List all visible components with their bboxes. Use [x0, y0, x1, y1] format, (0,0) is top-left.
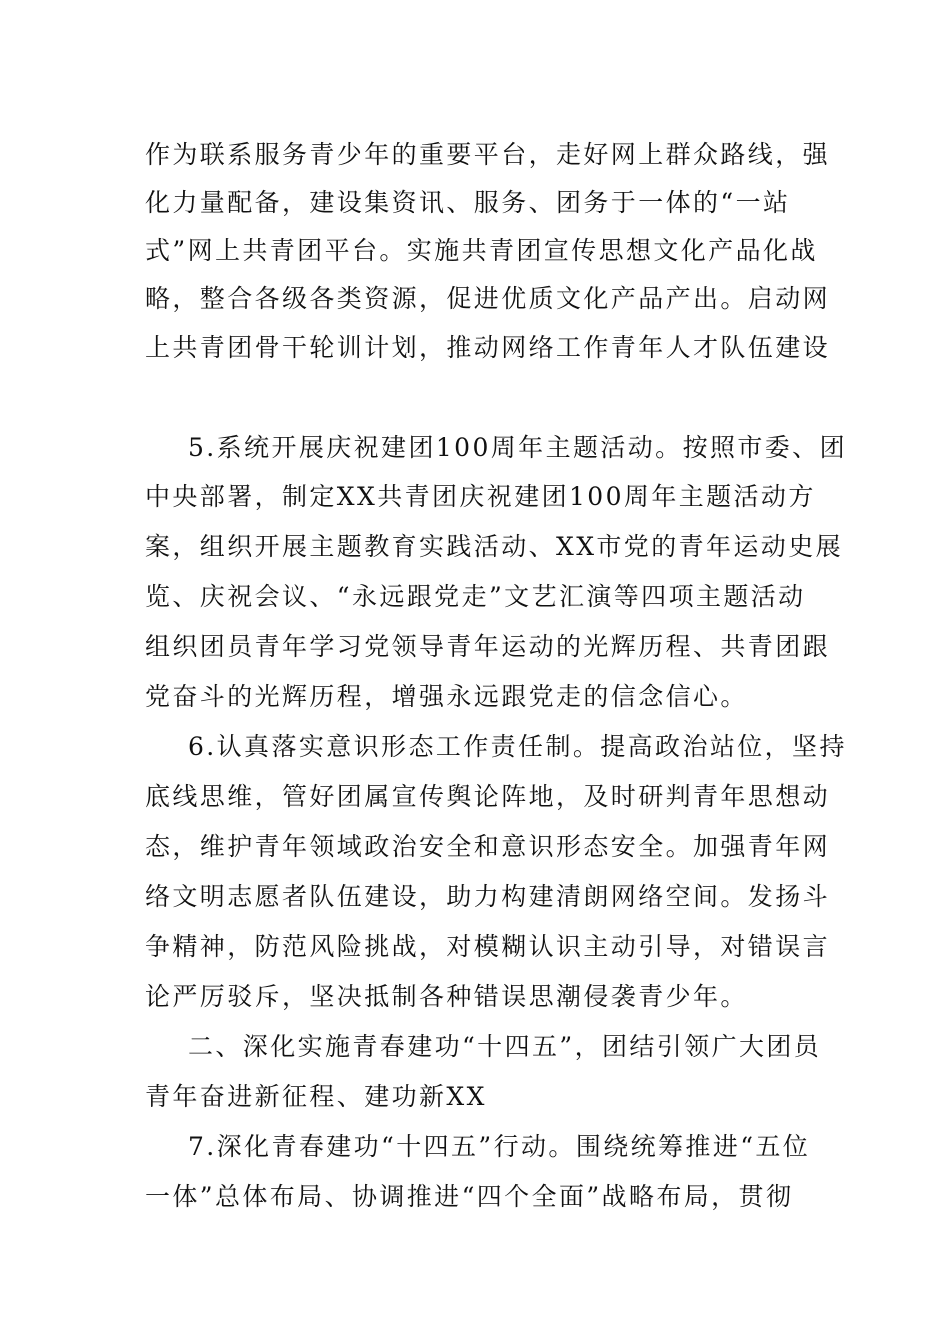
paragraph-5-line-1: 5.系统开展庆祝建团100周年主题活动。按照市委、团: [188, 433, 847, 462]
paragraph-6-line-4: 络文明志愿者队伍建设，助力构建清朗网络空间。发扬斗: [145, 882, 831, 911]
paragraph-4-line-5: 上共青团骨干轮训计划，推动网络工作青年人才队伍建设: [145, 333, 831, 362]
paragraph-6-line-3: 态，维护青年领域政治安全和意识形态安全。加强青年网: [145, 832, 831, 861]
paragraph-4-line-4: 略，整合各级各类资源，促进优质文化产品产出。启动网: [145, 284, 831, 313]
paragraph-5-line-3: 案，组织开展主题教育实践活动、XX市党的青年运动史展: [145, 532, 843, 561]
paragraph-6-line-5: 争精神，防范风险挑战，对模糊认识主动引导，对错误言: [145, 932, 831, 961]
paragraph-4-line-1: 作为联系服务青少年的重要平台，走好网上群众路线，强: [145, 140, 831, 169]
paragraph-7-line-1: 7.深化青春建功“十四五”行动。围绕统筹推进“五位: [188, 1132, 811, 1161]
paragraph-6-line-6: 论严厉驳斥，坚决抵制各种错误思潮侵袭青少年。: [145, 982, 748, 1011]
paragraph-5-line-5: 组织团员青年学习党领导青年运动的光辉历程、共青团跟: [145, 632, 831, 661]
paragraph-4-line-3: 式”网上共青团平台。实施共青团宣传思想文化产品化战: [145, 236, 818, 265]
paragraph-5-line-6: 党奋斗的光辉历程，增强永远跟党走的信念信心。: [145, 682, 748, 711]
paragraph-4-line-2: 化力量配备，建设集资讯、服务、团务于一体的“一站: [145, 188, 791, 217]
paragraph-5-line-2: 中央部署，制定XX共青团庆祝建团100周年主题活动方: [145, 482, 816, 511]
section-heading-line-2: 青年奋进新征程、建功新XX: [145, 1082, 487, 1111]
paragraph-7-line-2: 一体”总体布局、协调推进“四个全面”战略布局，贯彻: [145, 1182, 794, 1211]
paragraph-5-line-4: 览、庆祝会议、“永远跟党走”文艺汇演等四项主题活动: [145, 582, 806, 611]
paragraph-6-line-2: 底线思维，管好团属宣传舆论阵地，及时研判青年思想动: [145, 782, 831, 811]
paragraph-6-line-1: 6.认真落实意识形态工作责任制。提高政治站位，坚持: [188, 732, 847, 761]
section-heading-line-1: 二、深化实施青春建功“十四五”，团结引领广大团员: [188, 1032, 822, 1061]
